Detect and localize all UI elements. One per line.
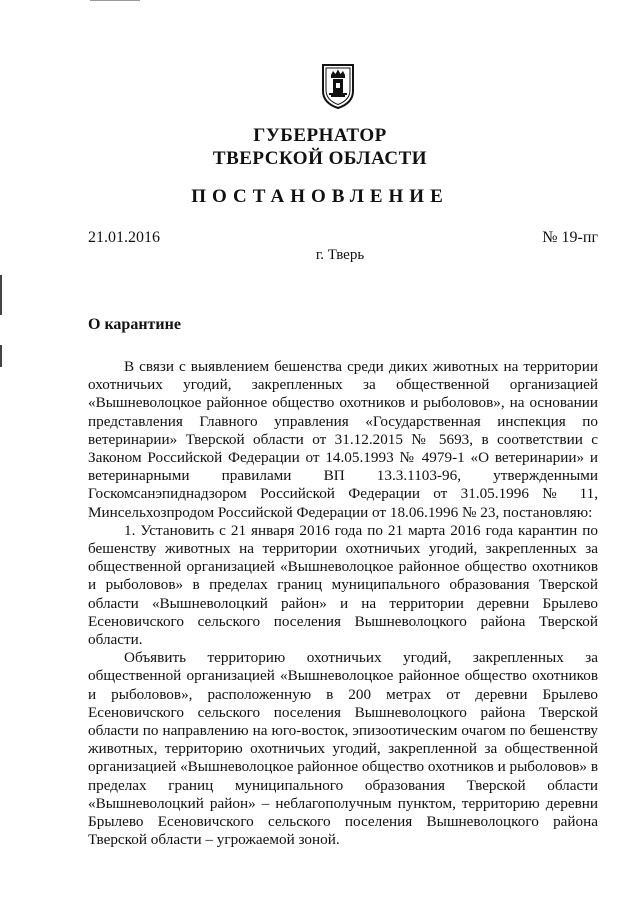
document-number: № 19-пг [542, 229, 598, 246]
body-paragraph: В связи с выявлением бешенства среди диких животных на территории охотничьих угодий, закрепленных за общественной организацией «Вышневолоцкое районное общество охотников и рыболовов», на основании представления Главного управления «Государственная инспекция по ветеринарии» Тверской области от 31.12.2015 № 5693, в соответствии с Законом Российской Федерации от 14.05.1993 № 4979-1 «О ветеринарии» и ветеринарными правилами ВП 13.3.1103-96, утвержденными Госкомсанэпиднадзором Российской Федерации от 31.05.1996 № 11, Минсельхозпродом Российской Федерации от 18.06.1996 № 23, постановляю: [88, 358, 598, 521]
tver-coat-of-arms-icon [321, 63, 355, 109]
scan-edge-mark [0, 345, 2, 367]
document-type: ПОСТАНОВЛЕНИЕ [191, 186, 449, 207]
issuer-region: ТВЕРСКОЙ ОБЛАСТИ [212, 148, 428, 169]
scan-artifact [90, 0, 140, 1]
issuer-title: ГУБЕРНАТОР [253, 125, 387, 146]
document-date: 21.01.2016 [88, 229, 160, 246]
body-paragraph: Объявить территорию охотничьих угодий, закрепленных за общественной организацией «Вышневолоцкое районное общество охотников и рыболовов», расположенную в 200 метрах от деревни Брылево Есеновичского сельского поселения Вышневолоцкого района Тверской области по направлению на юго-восток, эпизоотическим очагом по бешенству животных, территорию охотничьих угодий, закрепленной за общественной организацией «Вышневолоцкое районное общество охотников и рыболовов» в пределах границ муниципального образования Тверской области «Вышневолоцкий район» – неблагополучным пунктом, территорию деревни Брылево Есеновичского сельского поселения Вышневолоцкого района Тверской области – угрожаемой зоной. [88, 649, 598, 849]
document-body [88, 358, 598, 849]
body-paragraph: 1. Установить с 21 января 2016 года по 21 марта 2016 года карантин по бешенству животных на территории охотничьих угодий, закрепленных за общественной организацией «Вышневолоцкое районное общество охотников и рыболовов» в пределах границ муниципального образования Тверской области «Вышневолоцкий район» и на территории деревни Брылево Есеновичского сельского поселения Вышневолоцкого района Тверской области. [88, 521, 598, 649]
scan-edge-mark [0, 275, 2, 315]
document-subject: О карантине [88, 316, 181, 333]
document-city: г. Тверь [315, 247, 365, 263]
